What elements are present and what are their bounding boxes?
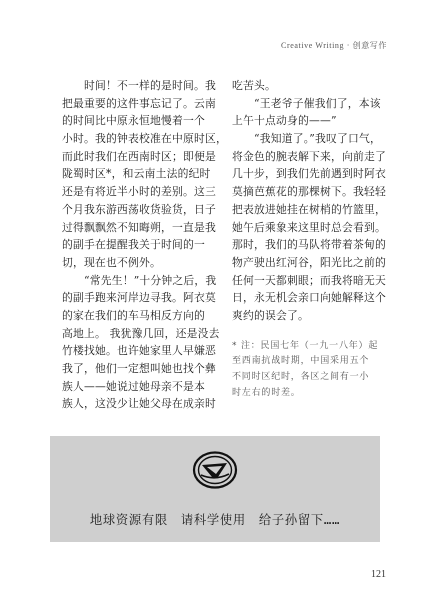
public-service-banner	[50, 436, 380, 542]
left-text-column	[62, 77, 227, 413]
left-column-line: 把最重要的这件事忘记了。云南	[62, 96, 216, 110]
left-column-line: 陇蜀时区*，和云南土法的纪时	[62, 167, 211, 181]
left-column-line: 竹楼找她。也许她家里人早嫌恶	[62, 344, 216, 358]
left-column-line: 高地上。 我犹豫几回，还是没去	[62, 326, 220, 340]
right-column-line: 吃苦头。	[232, 79, 276, 92]
running-header: Creative Writing · 创意写作	[281, 41, 387, 50]
circular-emblem-icon	[191, 450, 239, 490]
right-column-line: 莫摘芭蕉花的那棵树下。我轻轻	[232, 185, 386, 199]
left-column-line: 的副手跑来河岸边寻我。阿衣莫	[62, 291, 216, 305]
left-column-line: 个月我东游西荡收货验货，日子	[62, 202, 216, 216]
left-column-line: 过得飘飘然不知晦朔，一直是我	[62, 220, 216, 234]
footnote-line: 不同时区纪时，各区之间有一小	[232, 372, 370, 383]
footnote-line: 至西南抗战时期，中国采用五个	[232, 356, 370, 367]
left-column-line: 族人——她说过她母亲不是本	[62, 379, 205, 393]
right-column-line: 把表放进她挂在树梢的竹篮里，	[232, 202, 386, 216]
banner-slogan: 地球资源有限 请科学使用 给子孙留下……	[89, 513, 341, 527]
footnote-spacer	[232, 325, 392, 339]
right-column-line: “王老爷子催我们了，本该	[254, 96, 381, 110]
left-column-line: 族人，这没少让她父母在成亲时	[62, 397, 216, 411]
footnote-line: * 注：民国七年（一九一八年）起	[232, 340, 379, 351]
footnote-line: 时左右的时差。	[232, 388, 301, 399]
right-column-line: “我知道了。”我叹了口气，	[254, 132, 382, 146]
right-column-line: 日，永无机会亲口向她解释这个	[232, 291, 386, 305]
right-column-line: 物产驶出红河谷，阳光比之前的	[232, 255, 386, 269]
right-column-line: 任何一天都刺眼；而我将暗无天	[232, 273, 386, 287]
right-text-column	[232, 77, 392, 402]
right-column-line: 上午十点动身的——”	[232, 114, 337, 128]
left-column-line: 切，现在也不例外。	[62, 255, 161, 269]
left-column-line: 的家在我们的车马相反方向的	[62, 308, 205, 322]
left-column-line: 而此时我们在西南时区；即便是	[62, 149, 216, 163]
left-column-line: “常先生！”十分钟之后，我	[84, 273, 217, 287]
right-column-line: 那时，我们的马队将带着茶甸的	[232, 238, 386, 252]
right-column-line: 爽约的误会了。	[232, 308, 309, 322]
left-column-line: 小时。我的钟表校准在中原时区，	[62, 132, 227, 146]
page-number: 121	[371, 569, 386, 580]
right-column-line: 将金色的腕表解下来，向前走了	[232, 149, 386, 163]
right-column-line: 她午后乘象来这里时总会看到。	[232, 220, 386, 234]
right-column-line: 几十步，到我们先前遇到时阿衣	[232, 167, 386, 181]
left-column-line: 时间！不一样的是时间。我	[84, 79, 216, 92]
left-column-line: 还是有将近半小时的差别。这三	[62, 185, 216, 199]
left-column-line: 的副手在提醒我关于时间的一	[62, 238, 205, 252]
left-column-line: 的时间比中原永恒地慢着一个	[62, 114, 205, 128]
left-column-line: 我了，他们一定想叫她也找个彝	[62, 362, 216, 375]
